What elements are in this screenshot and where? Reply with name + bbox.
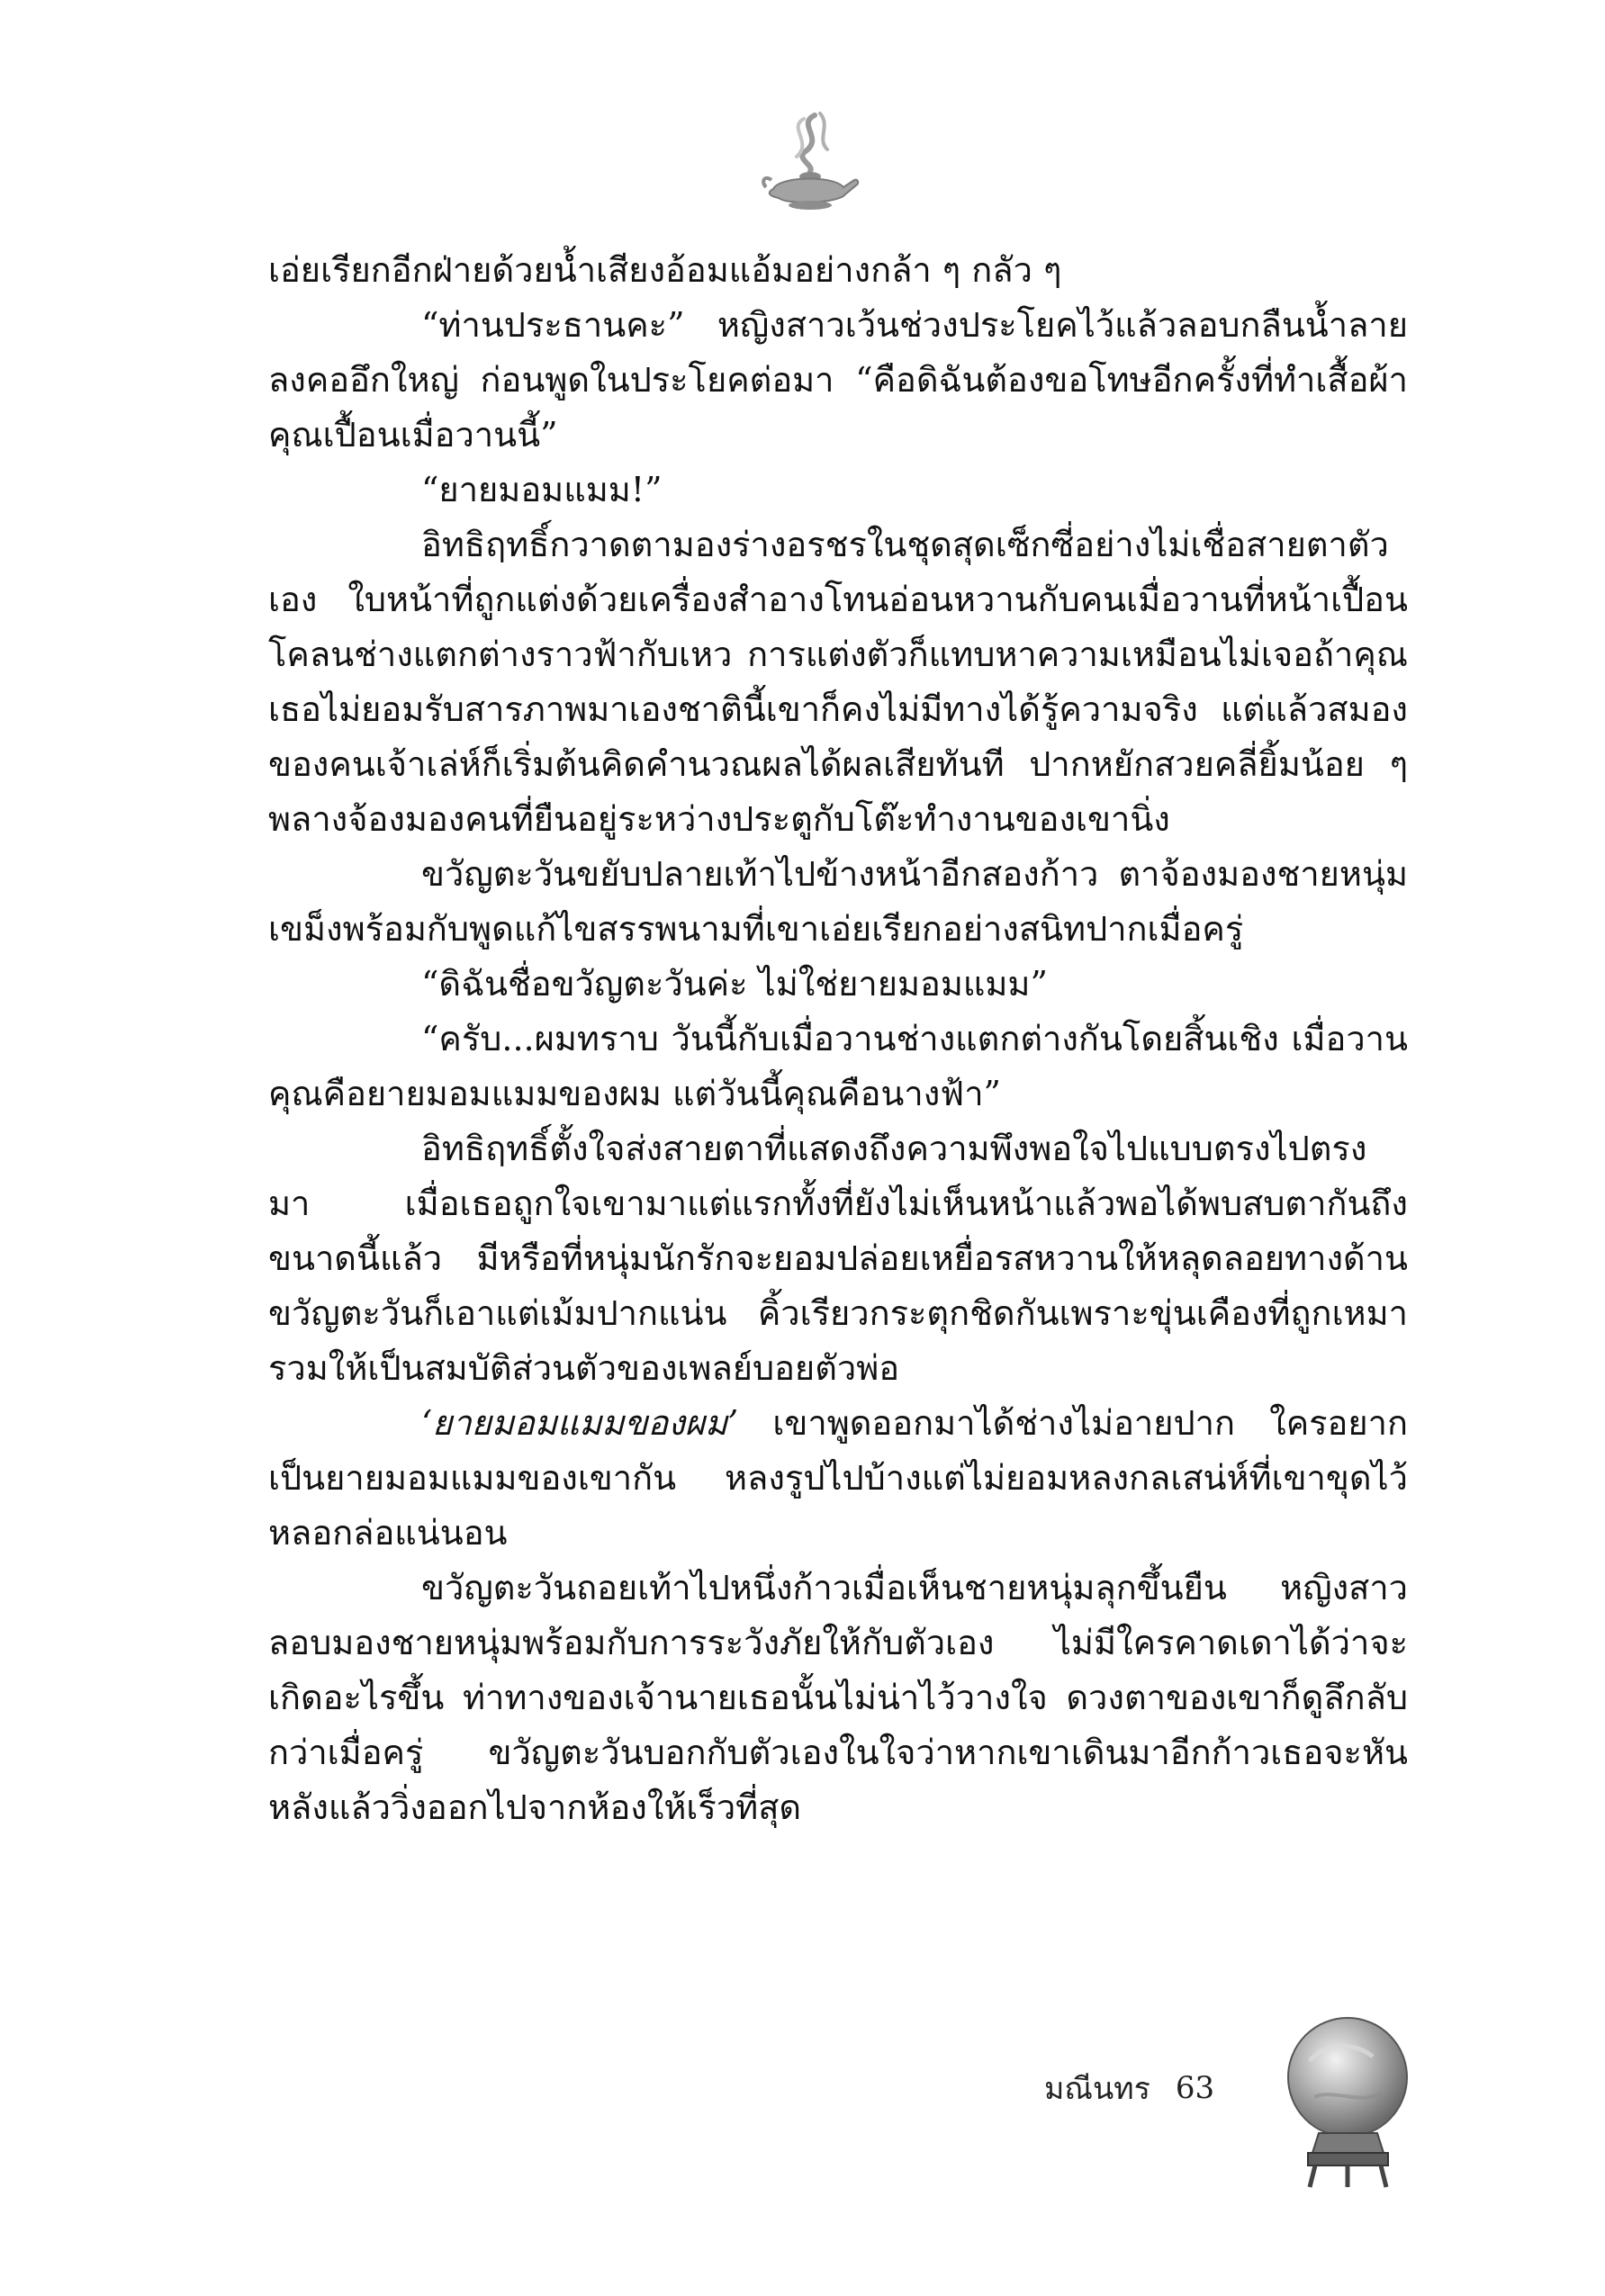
paragraph [268, 243, 1408, 298]
paragraph-text: เอ่ยเรียกอีกฝ่ายด้วยน้ำเสียงอ้อมแอ้มอย่างกล้า ๆ กลัว ๆ [268, 250, 1062, 290]
magic-lamp-icon [761, 106, 860, 212]
paragraph [268, 1396, 1408, 1561]
paragraph [268, 847, 1408, 957]
paragraph [268, 1561, 1408, 1835]
crystal-ball-icon [1283, 2007, 1413, 2192]
paragraph-text: “ยายมอมแมม!” [421, 470, 663, 509]
paragraph-text: “ดิฉันชื่อขวัญตะวันค่ะ ไม่ใช่ยายมอมแมม” [421, 964, 1048, 1004]
paragraph [268, 463, 1408, 518]
paragraph [268, 518, 1408, 847]
paragraph [268, 298, 1408, 463]
paragraph-text: ขวัญตะวันถอยเท้าไปหนึ่งก้าวเมื่อเห็นชายหนุ่มลุกขึ้นยืน หญิงสาวลอบมองชายหนุ่มพร้อมกับการระวังภัยให้กับตัวเอง ไม่มีใครคาดเดาได้ว่าจะเกิดอะไรขึ้น ท่าทางของเจ้านายเธอนั้นไม่น่าไว้วางใจ ดวงตาของเขาก็ดูลึกลับกว่าเมื่อครู่ ขวัญตะวันบอกกับตัวเองในใจว่าหากเขาเดินมาอีกก้าวเธอจะหันหลังแล้ววิ่งออกไปจากห้องให้เร็วที่สุด [268, 1568, 1408, 1827]
emphasized-quote: ‘ยายมอมแมมของผม’ [421, 1403, 739, 1443]
paragraph [268, 1012, 1408, 1121]
paragraph-text: เขาพูดออกมาได้ช่างไม่อายปาก ใครอยากเป็นยายมอมแมมของเขากัน หลงรูปไปบ้างแต่ไม่ยอมหลงกลเสน่ห์ที่เขาขุดไว้หลอกล่อแน่นอน [268, 1403, 1408, 1553]
author-name: มณีนทร [1044, 2071, 1150, 2107]
paragraph [268, 957, 1408, 1012]
paragraph-text: “ท่านประธานคะ” หญิงสาวเว้นช่วงประโยคไว้แล้วลอบกลืนน้ำลายลงคออึกใหญ่ ก่อนพูดในประโยคต่อมา “คือดิฉันต้องขอโทษอีกครั้งที่ทำเสื้อผ้าคุณเปื้อนเมื่อวานนี้” [268, 305, 1408, 455]
paragraph-text: “ครับ...ผมทราบ วันนี้กับเมื่อวานช่างแตกต่างกันโดยสิ้นเชิง เมื่อวานคุณคือยายมอมแมมของผม แต่วันนี้คุณคือนางฟ้า” [268, 1019, 1408, 1113]
page-number: 63 [1175, 2070, 1215, 2106]
paragraph-text: อิทธิฤทธิ์กวาดตามองร่างอรชรในชุดสุดเซ็กซี่อย่างไม่เชื่อสายตาตัวเอง ใบหน้าที่ถูกแต่งด้วยเครื่องสำอางโทนอ่อนหวานกับคนเมื่อวานที่หน้าเปื้อนโคลนช่างแตกต่างราวฟ้ากับเหว การแต่งตัวก็แทบหาความเหมือนไม่เจอถ้าคุณเธอไม่ยอมรับสารภาพมาเองชาตินี้เขาก็คงไม่มีทางได้รู้ความจริง แต่แล้วสมองของคนเจ้าเล่ห์ก็เริ่มต้นคิดคำนวณผลได้ผลเสียทันที ปากหยักสวยคลี่ยิ้มน้อย ๆ พลางจ้องมองคนที่ยืนอยู่ระหว่างประตูกับโต๊ะทำงานของเขานิ่ง [268, 525, 1408, 839]
paragraph [268, 1121, 1408, 1396]
body-text [268, 243, 1408, 1835]
paragraph-text: อิทธิฤทธิ์ตั้งใจส่งสายตาที่แสดงถึงความพึงพอใจไปแบบตรงไปตรงมา เมื่อเธอถูกใจเขามาแต่แรกทั้งที่ยังไม่เห็นหน้าแล้วพอได้พบสบตากันถึงขนาดนี้แล้ว มีหรือที่หนุ่มนักรักจะยอมปล่อยเหยื่อรสหวานให้หลุดลอยทางด้านขวัญตะวันก็เอาแต่เม้มปากแน่น คิ้วเรียวกระตุกชิดกันเพราะขุ่นเคืองที่ถูกเหมารวมให้เป็นสมบัติส่วนตัวของเพลย์บอยตัวพ่อ [268, 1129, 1408, 1388]
page-footer [1044, 2061, 1214, 2115]
paragraph-text: ขวัญตะวันขยับปลายเท้าไปข้างหน้าอีกสองก้าว ตาจ้องมองชายหนุ่มเขม็งพร้อมกับพูดแก้ไขสรรพนามที่เขาเอ่ยเรียกอย่างสนิทปากเมื่อครู่ [268, 854, 1408, 949]
